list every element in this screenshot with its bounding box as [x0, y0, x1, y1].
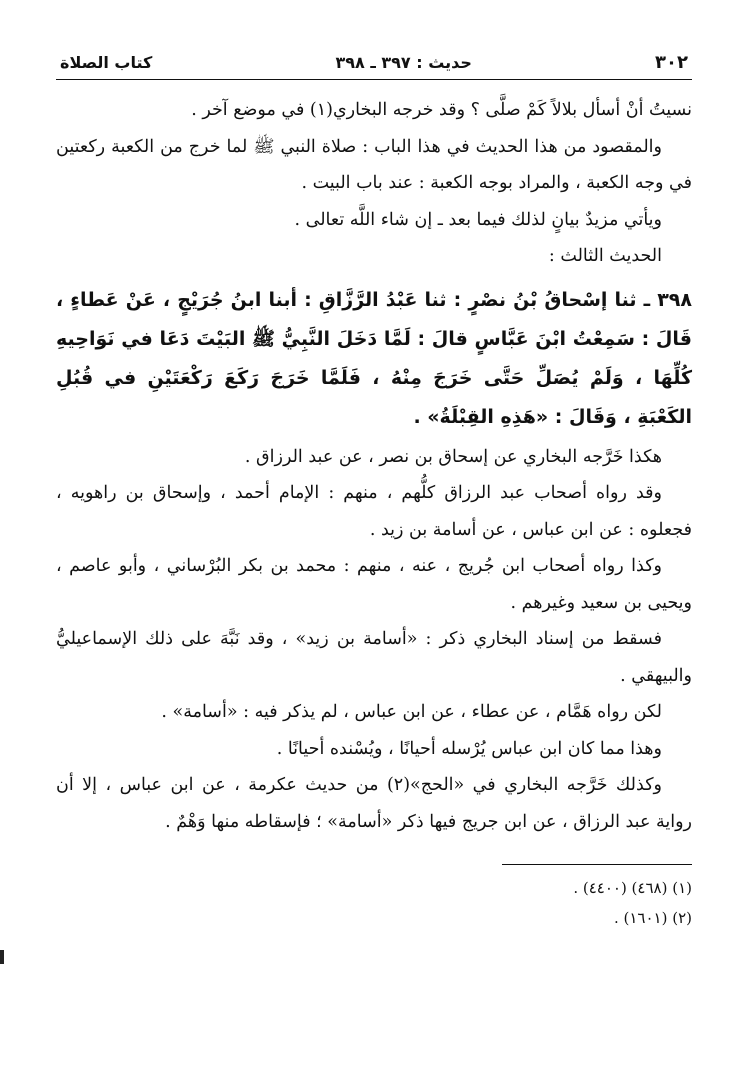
page-header — [56, 52, 692, 80]
commentary-paragraph: وكذا رواه أصحاب ابن جُريج ، عنه ، منهم : محمد بن بكر البُرْساني ، وأبو عاصم ، ويحيى بن سعيد وغيرهم . — [56, 556, 692, 613]
footnote: (٢) (١٦٠١) . — [613, 909, 692, 927]
paragraph: ويأتي مزيدٌ بيانٍ لذلك فيما بعد ـ إن شاء اللَّه تعالى . — [294, 209, 662, 230]
commentary-paragraph: وقد رواه أصحاب عبد الرزاق كلُّهم ، منهم : الإمام أحمد ، وإسحاق بن راهويه ، فجعلوه : عن ابن عباس ، عن أسامة بن زيد . — [56, 483, 692, 540]
commentary-paragraph: فسقط من إسناد البخاري ذكر : «أسامة بن زيد» ، وقد نَبَّهَ على ذلك الإسماعيليُّ والبيهقي . — [56, 629, 692, 686]
paragraph: نسيتُ أنْ أسأل بلالاً كَمْ صلَّى ؟ وقد خرجه البخاري(١) في موضع آخر . — [191, 100, 692, 120]
page — [56, 52, 692, 1071]
commentary-paragraph: هكذا خَرَّجه البخاري عن إسحاق بن نصر ، عن عبد الرزاق . — [244, 446, 662, 467]
commentary-paragraph: لكن رواه هَمَّام ، عن عطاء ، عن ابن عباس ، لم يذكر فيه : «أسامة» . — [161, 702, 662, 722]
footnote: (١) (٤٦٨) (٤٤٠٠) . — [573, 879, 692, 897]
page-body — [56, 92, 692, 933]
scan-edge-mark — [0, 950, 4, 964]
section-heading: الحديث الثالث : — [548, 246, 662, 266]
paragraph: والمقصود من هذا الحديث في هذا الباب : صلاة النبي ﷺ لما خرج من الكعبة ركعتين في وجه الكعبة ، والمراد بوجه الكعبة : عند باب البيت . — [56, 136, 692, 193]
page-number: ٣٠٢ — [655, 52, 688, 73]
hadith-range: حديث : ٣٩٧ ـ ٣٩٨ — [335, 53, 472, 72]
footnotes — [56, 873, 692, 933]
commentary-paragraph: وكذلك خَرَّجه البخاري في «الحج»(٢) من حديث عكرمة ، عن ابن عباس ، إلا أن رواية عبد الرزاق ، عن ابن جريج فيها ذكر «أسامة» ؛ فإسقاطه منها وَهْمٌ . — [56, 775, 692, 832]
hadith-text: ٣٩٨ ـ ثنا إسْحاقُ بْنُ نصْرٍ : ثنا عَبْدُ الرَّزَّاقِ : أبنا ابنُ جُرَيْجٍ ، عَنْ عَطاءٍ ، قَالَ : سَمِعْتُ ابْنَ عَبَّاسٍ قالَ : لَمَّا دَخَلَ النَّبِيُّ ﷺ البَيْتَ دَعَا في نَوَاحِيهِ كُلِّهَا ، وَلَمْ يُصَلِّ حَتَّى خَرَجَ مِنْهُ ، فَلَمَّا خَرَجَ رَكَعَ رَكْعَتَيْنِ في قُبُلِ الكَعْبَةِ ، وَقَالَ : «هَذِهِ القِبْلَةُ» . — [56, 288, 692, 428]
commentary-paragraph: وهذا مما كان ابن عباس يُرْسله أحيانًا ، ويُسْنده أحيانًا . — [276, 738, 662, 759]
book-title: كتاب الصلاة — [60, 53, 153, 72]
footnote-divider — [502, 864, 692, 865]
